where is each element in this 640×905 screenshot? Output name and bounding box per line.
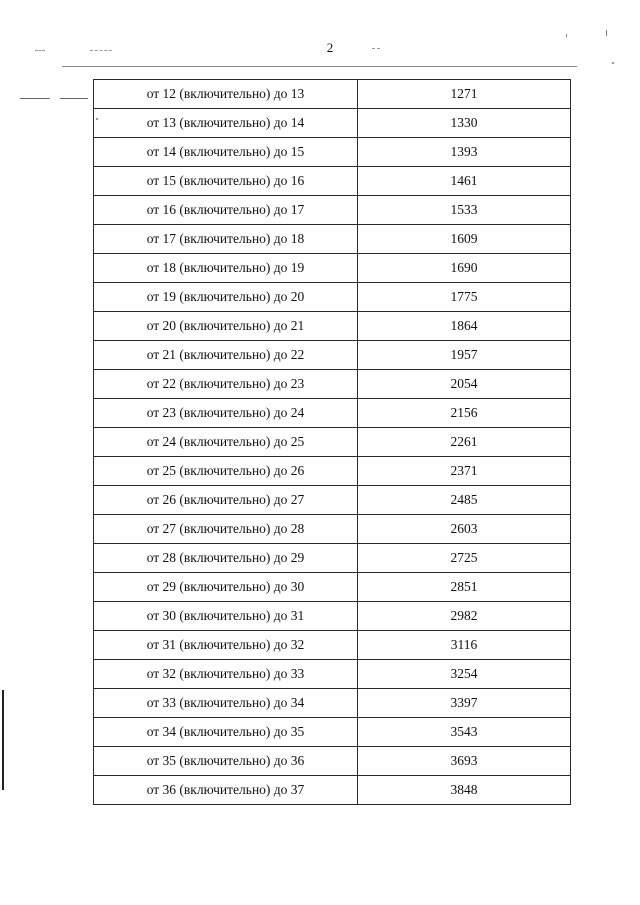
table-row	[94, 486, 571, 515]
scan-speck	[606, 30, 607, 36]
table-row	[94, 457, 571, 486]
value-cell: 1271	[358, 80, 571, 109]
range-cell: от 31 (включительно) до 32	[94, 631, 358, 660]
scan-artifact-dash	[90, 50, 112, 51]
value-cell: 1393	[358, 138, 571, 167]
value-cell: 2054	[358, 370, 571, 399]
table-row	[94, 573, 571, 602]
range-cell: от 32 (включительно) до 33	[94, 660, 358, 689]
value-cell: 3254	[358, 660, 571, 689]
table-row	[94, 341, 571, 370]
table-row	[94, 196, 571, 225]
table-row	[94, 109, 571, 138]
range-cell: от 13 (включительно) до 14	[94, 109, 358, 138]
scan-artifact-dash	[372, 48, 380, 49]
table-row	[94, 776, 571, 805]
range-cell: от 27 (включительно) до 28	[94, 515, 358, 544]
table-row	[94, 225, 571, 254]
scan-speck	[566, 34, 567, 37]
value-cell: 2725	[358, 544, 571, 573]
value-cell: 2261	[358, 428, 571, 457]
range-cell: от 26 (включительно) до 27	[94, 486, 358, 515]
range-cell: от 28 (включительно) до 29	[94, 544, 358, 573]
rate-table	[93, 79, 571, 805]
value-cell: 3693	[358, 747, 571, 776]
table-row	[94, 747, 571, 776]
scan-artifact-dash	[60, 98, 88, 99]
range-cell: от 21 (включительно) до 22	[94, 341, 358, 370]
range-cell: от 15 (включительно) до 16	[94, 167, 358, 196]
range-cell: от 34 (включительно) до 35	[94, 718, 358, 747]
value-cell: 1533	[358, 196, 571, 225]
range-cell: от 35 (включительно) до 36	[94, 747, 358, 776]
rate-table-container	[93, 79, 570, 805]
value-cell: 1330	[358, 109, 571, 138]
table-row	[94, 689, 571, 718]
scan-speck	[612, 62, 614, 64]
value-cell: 2851	[358, 573, 571, 602]
range-cell: от 18 (включительно) до 19	[94, 254, 358, 283]
value-cell: 1864	[358, 312, 571, 341]
range-cell: от 22 (включительно) до 23	[94, 370, 358, 399]
table-row	[94, 283, 571, 312]
scan-artifact-dash	[20, 98, 50, 99]
range-cell: от 30 (включительно) до 31	[94, 602, 358, 631]
value-cell: 1775	[358, 283, 571, 312]
scan-artifact-rule	[62, 66, 577, 67]
range-cell: от 20 (включительно) до 21	[94, 312, 358, 341]
value-cell: 1957	[358, 341, 571, 370]
range-cell: от 33 (включительно) до 34	[94, 689, 358, 718]
table-row	[94, 428, 571, 457]
table-row	[94, 80, 571, 109]
value-cell: 2156	[358, 399, 571, 428]
table-row	[94, 718, 571, 747]
table-row	[94, 370, 571, 399]
range-cell: от 36 (включительно) до 37	[94, 776, 358, 805]
table-row	[94, 312, 571, 341]
table-row	[94, 544, 571, 573]
page-number: 2	[326, 40, 334, 55]
value-cell: 1690	[358, 254, 571, 283]
value-cell: 2371	[358, 457, 571, 486]
table-row	[94, 399, 571, 428]
value-cell: 3848	[358, 776, 571, 805]
range-cell: от 24 (включительно) до 25	[94, 428, 358, 457]
range-cell: от 29 (включительно) до 30	[94, 573, 358, 602]
value-cell: 3397	[358, 689, 571, 718]
value-cell: 1461	[358, 167, 571, 196]
value-cell: 1609	[358, 225, 571, 254]
table-row	[94, 660, 571, 689]
range-cell: от 23 (включительно) до 24	[94, 399, 358, 428]
value-cell: 3543	[358, 718, 571, 747]
table-row	[94, 167, 571, 196]
scan-margin-bar	[2, 690, 4, 790]
range-cell: от 16 (включительно) до 17	[94, 196, 358, 225]
range-cell: от 25 (включительно) до 26	[94, 457, 358, 486]
scan-artifact-dash	[35, 50, 45, 51]
value-cell: 2603	[358, 515, 571, 544]
table-row	[94, 515, 571, 544]
range-cell: от 17 (включительно) до 18	[94, 225, 358, 254]
value-cell: 3116	[358, 631, 571, 660]
table-row	[94, 138, 571, 167]
table-row	[94, 254, 571, 283]
rate-table-body	[94, 80, 571, 805]
range-cell: от 14 (включительно) до 15	[94, 138, 358, 167]
range-cell: от 12 (включительно) до 13	[94, 80, 358, 109]
range-cell: от 19 (включительно) до 20	[94, 283, 358, 312]
table-row	[94, 602, 571, 631]
value-cell: 2982	[358, 602, 571, 631]
value-cell: 2485	[358, 486, 571, 515]
table-row	[94, 631, 571, 660]
